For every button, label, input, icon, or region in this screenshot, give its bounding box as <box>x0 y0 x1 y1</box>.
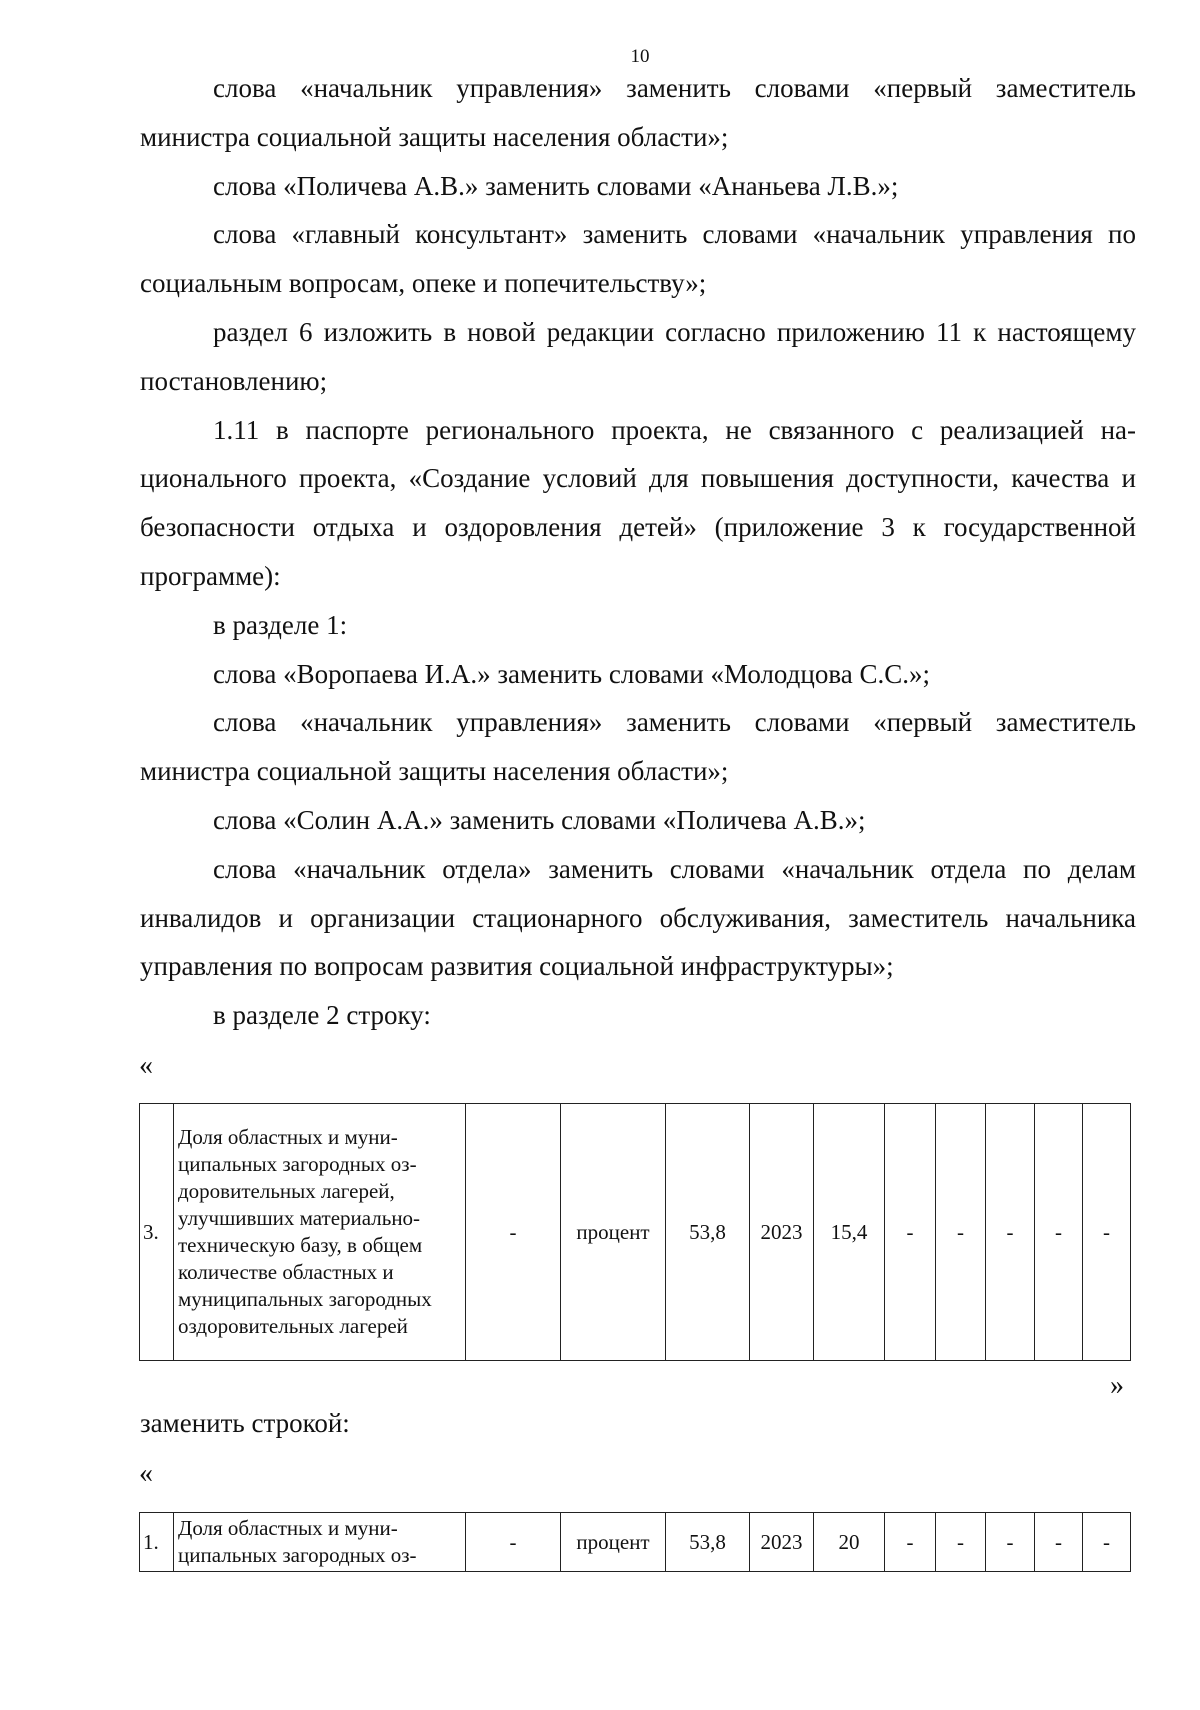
unit-cell: процент <box>561 1104 666 1361</box>
base-year-cell: 2023 <box>750 1104 814 1361</box>
cell: - <box>1083 1104 1131 1361</box>
row-number: 3. <box>140 1104 174 1361</box>
indicator-description: Доля областных и муниципальных загородных оз- <box>174 1513 466 1572</box>
cell: - <box>885 1104 936 1361</box>
cell: - <box>986 1104 1035 1361</box>
base-value-cell: 53,8 <box>666 1513 750 1572</box>
open-quote: « <box>139 1458 153 1489</box>
paragraph: слова «начальник управления» заменить словами «первый заместитель министра социальной защиты населения области»; <box>140 707 1136 787</box>
paragraph: слова «Поличева А.В.» заменить словами «Ананьева Л.В.»; <box>213 170 899 201</box>
table-old-row <box>139 1103 1131 1361</box>
indicator-description: Доля областных и муниципальных загородных оздоровительных лагерей, улучшивших материально-техническую базу, в общем количестве областных и муниципальных загородных оздоровительных лагерей <box>174 1104 466 1361</box>
replace-text: заменить строкой: <box>140 1408 350 1438</box>
base-value-cell: 53,8 <box>666 1104 750 1361</box>
document-body <box>140 64 1136 1040</box>
cell: - <box>986 1513 1035 1572</box>
paragraph: слова «Солин А.А.» заменить словами «Поличева А.В.»; <box>213 804 866 835</box>
paragraph: слова «начальник отдела» заменить словами «начальник отдела по делам инвалидов и организации стационарного обслуживания, заместитель начальника управления по вопросам развития социальной инфраструктуры»; <box>140 853 1136 982</box>
cell: - <box>936 1104 986 1361</box>
table-row <box>140 1513 1131 1572</box>
close-quote: » <box>1110 1370 1124 1401</box>
unit-cell: процент <box>561 1513 666 1572</box>
paragraph: раздел 6 изложить в новой редакции согласно приложению 11 к настоящему постановлению; <box>140 316 1136 396</box>
table-new-row <box>139 1512 1131 1572</box>
paragraph: слова «главный консультант» заменить словами «начальник управления по социальным вопросам, опеке и попечительству»; <box>140 219 1136 299</box>
target-cell: 20 <box>814 1513 885 1572</box>
target-cell: 15,4 <box>814 1104 885 1361</box>
base-year-cell: 2023 <box>750 1513 814 1572</box>
paragraph: в разделе 2 строку: <box>213 1000 431 1031</box>
cell: - <box>466 1513 561 1572</box>
paragraph: слова «Воропаева И.А.» заменить словами «Молодцова С.С.»; <box>213 658 930 689</box>
open-quote: « <box>139 1050 153 1081</box>
cell: - <box>1035 1104 1083 1361</box>
paragraph: 1.11 в паспорте регионального проекта, не связанного с реализацией национального проекта, «Создание условий для повышения доступности, качества и безопасности отдыха и оздоровления детей» (приложение 3 к государственной программе): <box>140 414 1136 591</box>
cell: - <box>1035 1513 1083 1572</box>
paragraph: слова «начальник управления» заменить словами «первый заместитель министра социальной защиты населения области»; <box>140 73 1136 152</box>
cell: - <box>936 1513 986 1572</box>
cell: - <box>466 1104 561 1361</box>
table-row <box>140 1104 1131 1361</box>
cell: - <box>1083 1513 1131 1572</box>
paragraph: в разделе 1: <box>213 609 348 640</box>
cell: - <box>885 1513 936 1572</box>
row-number: 1. <box>140 1513 174 1572</box>
page-number: 10 <box>630 46 650 67</box>
